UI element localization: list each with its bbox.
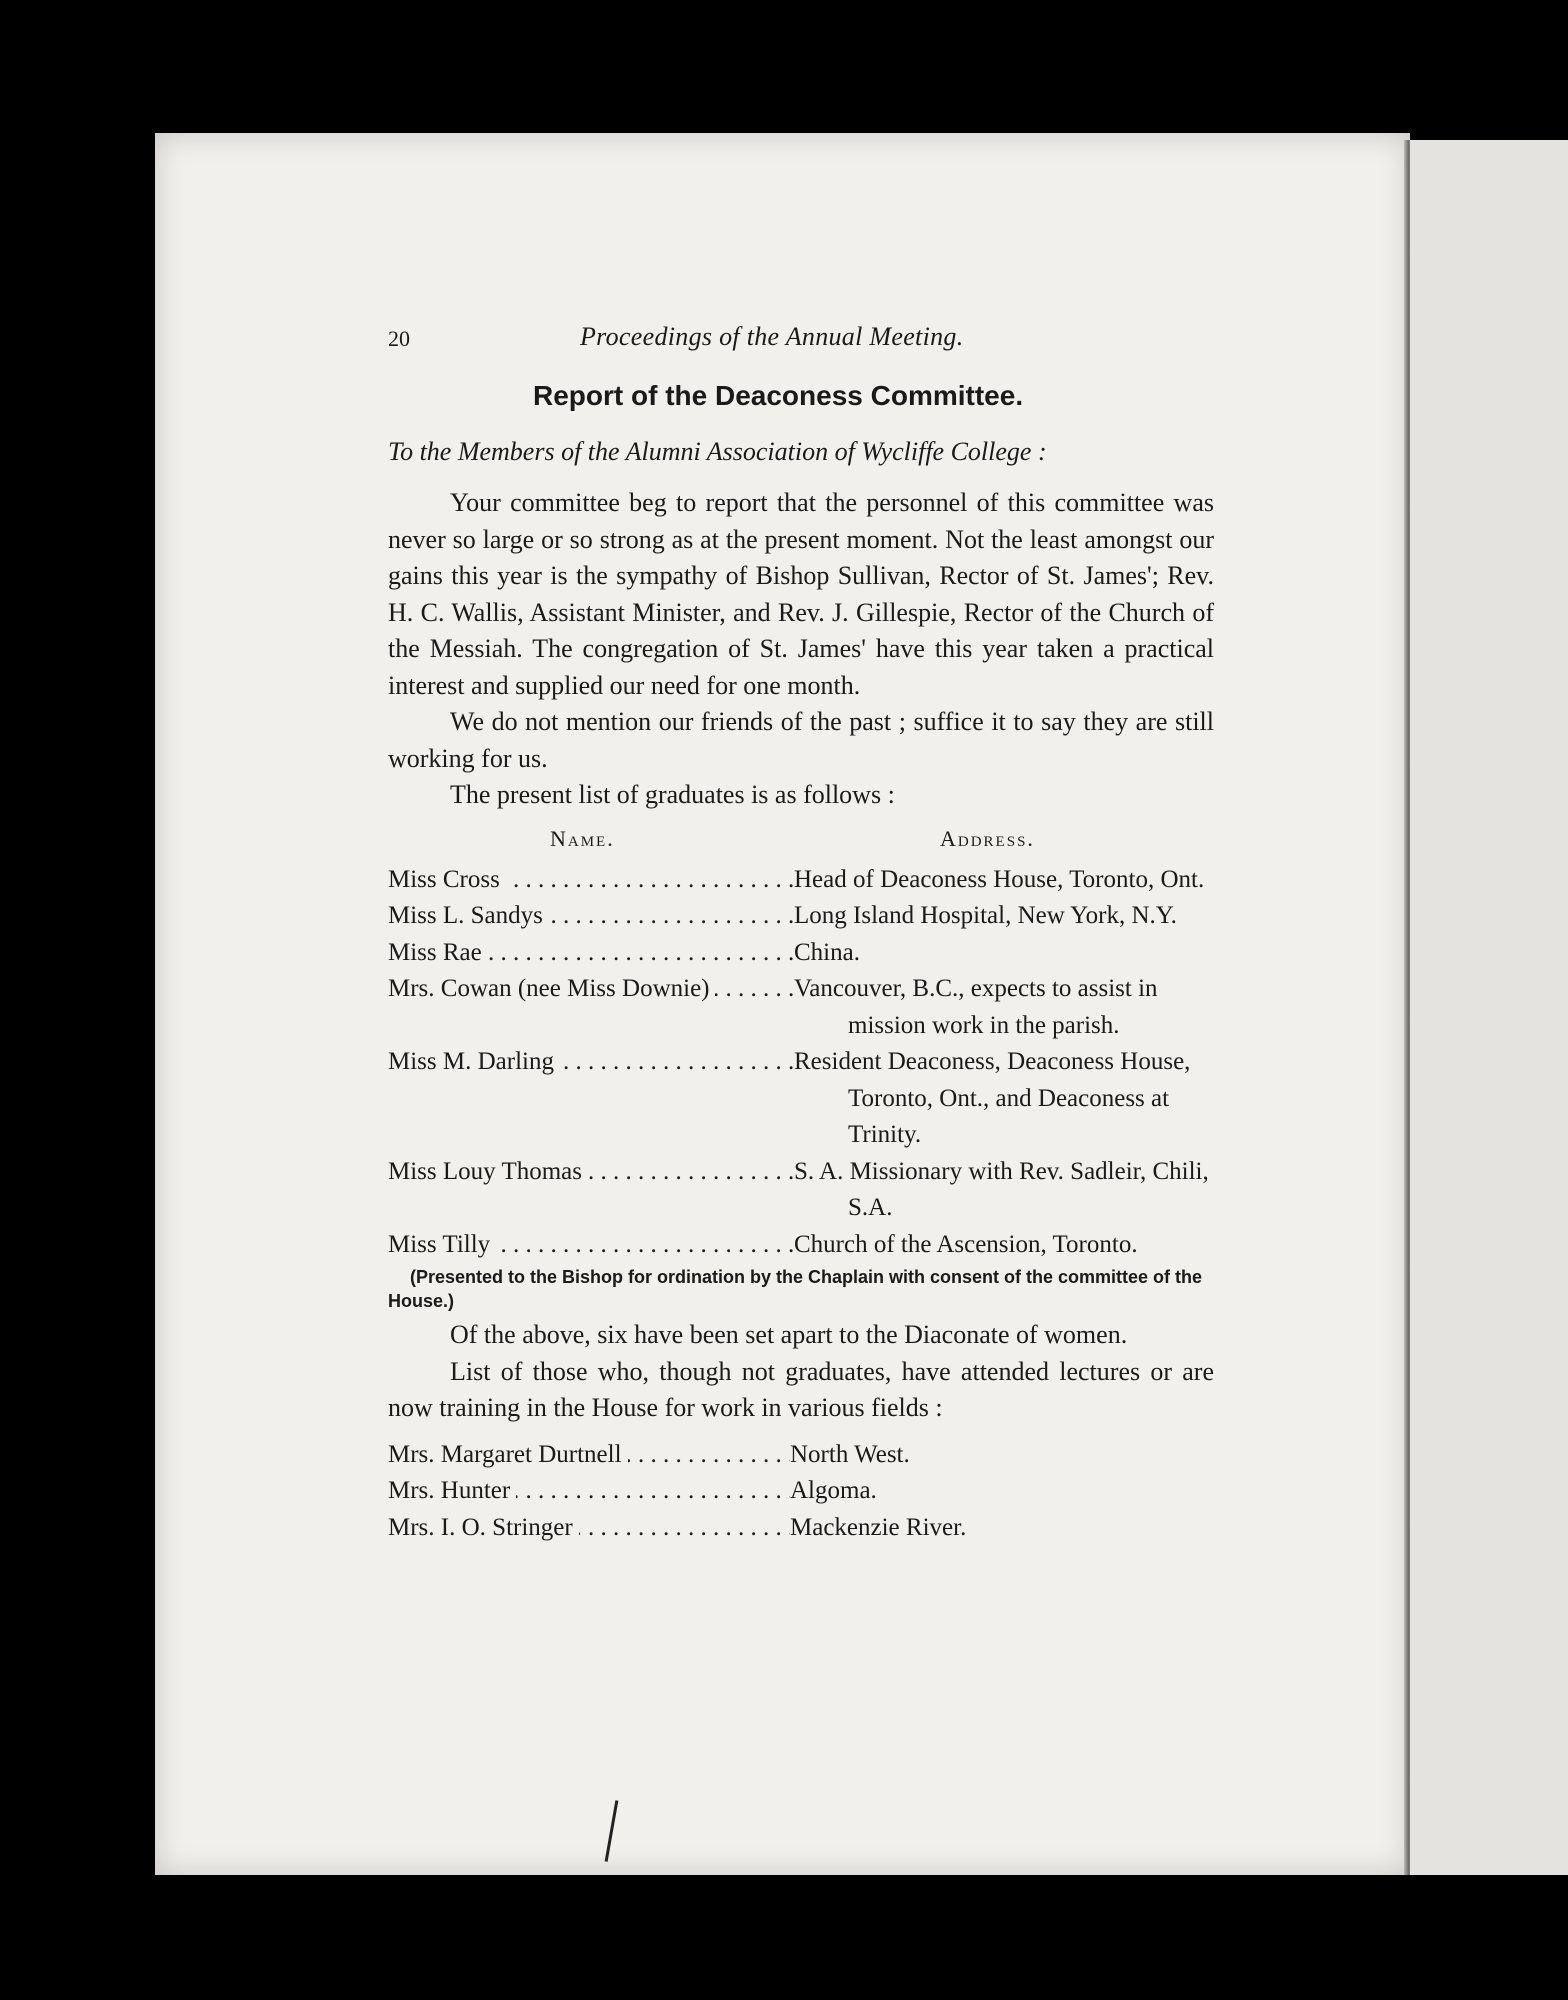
graduate-address: Head of Deaconess House, Toronto, Ont. xyxy=(794,865,1205,893)
list-item xyxy=(388,1044,1214,1154)
paragraph: We do not mention our friends of the past ; suffice it to say they are still working for us. xyxy=(388,707,1214,773)
graduate-name: Miss Rae xyxy=(388,939,488,966)
list-item xyxy=(388,1227,1214,1264)
graduate-address: Church of the Ascension, Toronto. xyxy=(794,1230,1138,1258)
trainee-name: Mrs. Hunter xyxy=(388,1477,516,1504)
column-header-name: Name. xyxy=(550,825,615,851)
graduates-list xyxy=(388,862,1214,1264)
graduate-name: Mrs. Cowan (nee Miss Downie) xyxy=(388,975,715,1002)
graduates-column-headers xyxy=(388,820,1214,862)
graduate-address: Vancouver, B.C., expects to assist in mission work in the parish. xyxy=(794,975,1158,1039)
ordination-note: (Presented to the Bishop for ordination by the Chaplain with consent of the committee of the House.) xyxy=(388,1267,1203,1311)
running-title: Proceedings of the Annual Meeting. xyxy=(580,322,964,351)
column-header-address: Address. xyxy=(940,825,1035,851)
salutation: To the Members of the Alumni Association of Wycliffe College : xyxy=(388,437,1047,466)
trainees-list xyxy=(388,1437,1214,1547)
running-head xyxy=(388,320,1214,360)
trainee-field: Mackenzie River. xyxy=(790,1513,967,1541)
trainee-name: Mrs. Margaret Durtnell xyxy=(388,1441,628,1468)
report-heading: Report of the Deaconess Committee. xyxy=(533,380,1024,411)
graduate-name: Miss Louy Thomas xyxy=(388,1158,588,1185)
list-item xyxy=(388,935,1214,972)
list-item xyxy=(388,862,1214,899)
paragraph: The present list of graduates is as follows : xyxy=(450,780,895,809)
graduate-address: Resident Deaconess, Deaconess House, Toronto, Ont., and Deaconess at Trinity. xyxy=(794,1048,1191,1148)
list-item xyxy=(388,971,1214,1044)
graduate-name: Miss Cross xyxy=(388,866,506,893)
facing-page-edge xyxy=(1410,140,1568,1875)
list-item xyxy=(388,898,1214,935)
list-item xyxy=(388,1154,1214,1227)
list-item xyxy=(388,1437,1214,1474)
list-item xyxy=(388,1473,1214,1510)
paragraph: List of those who, though not graduates, have attended lectures or are now training in the House for work in various fields : xyxy=(388,1356,1214,1422)
report-body xyxy=(388,485,1214,1546)
graduate-address: Long Island Hospital, New York, N.Y. xyxy=(794,902,1177,929)
page-content xyxy=(388,320,1214,1541)
graduate-name: Miss L. Sandys xyxy=(388,902,549,929)
trainee-name: Mrs. I. O. Stringer xyxy=(388,1514,579,1541)
graduate-name: Miss Tilly xyxy=(388,1231,496,1258)
graduate-name: Miss M. Darling xyxy=(388,1048,560,1075)
trainee-field: North West. xyxy=(790,1440,910,1468)
paragraph: Your committee beg to report that the personnel of this committee was never so large or so strong as at the present moment. Not the least amongst our gains this year is the sympathy of Bishop Sullivan, Rector of St. James'; Rev. H. C. Wallis, Assistant Minister, and Rev. J. Gillespie, Rector of the Church of the Messiah. The congregation of St. James' have this year taken a practical interest and supplied our need for one month. xyxy=(388,488,1214,700)
paragraph: Of the above, six have been set apart to the Diaconate of women. xyxy=(450,1320,1128,1349)
graduate-address: S. A. Missionary with Rev. Sadleir, Chili, S.A. xyxy=(794,1157,1209,1221)
graduate-address: China. xyxy=(794,938,860,966)
list-item xyxy=(388,1510,1214,1547)
trainee-field: Algoma. xyxy=(790,1477,877,1504)
page-number: 20 xyxy=(388,326,410,351)
